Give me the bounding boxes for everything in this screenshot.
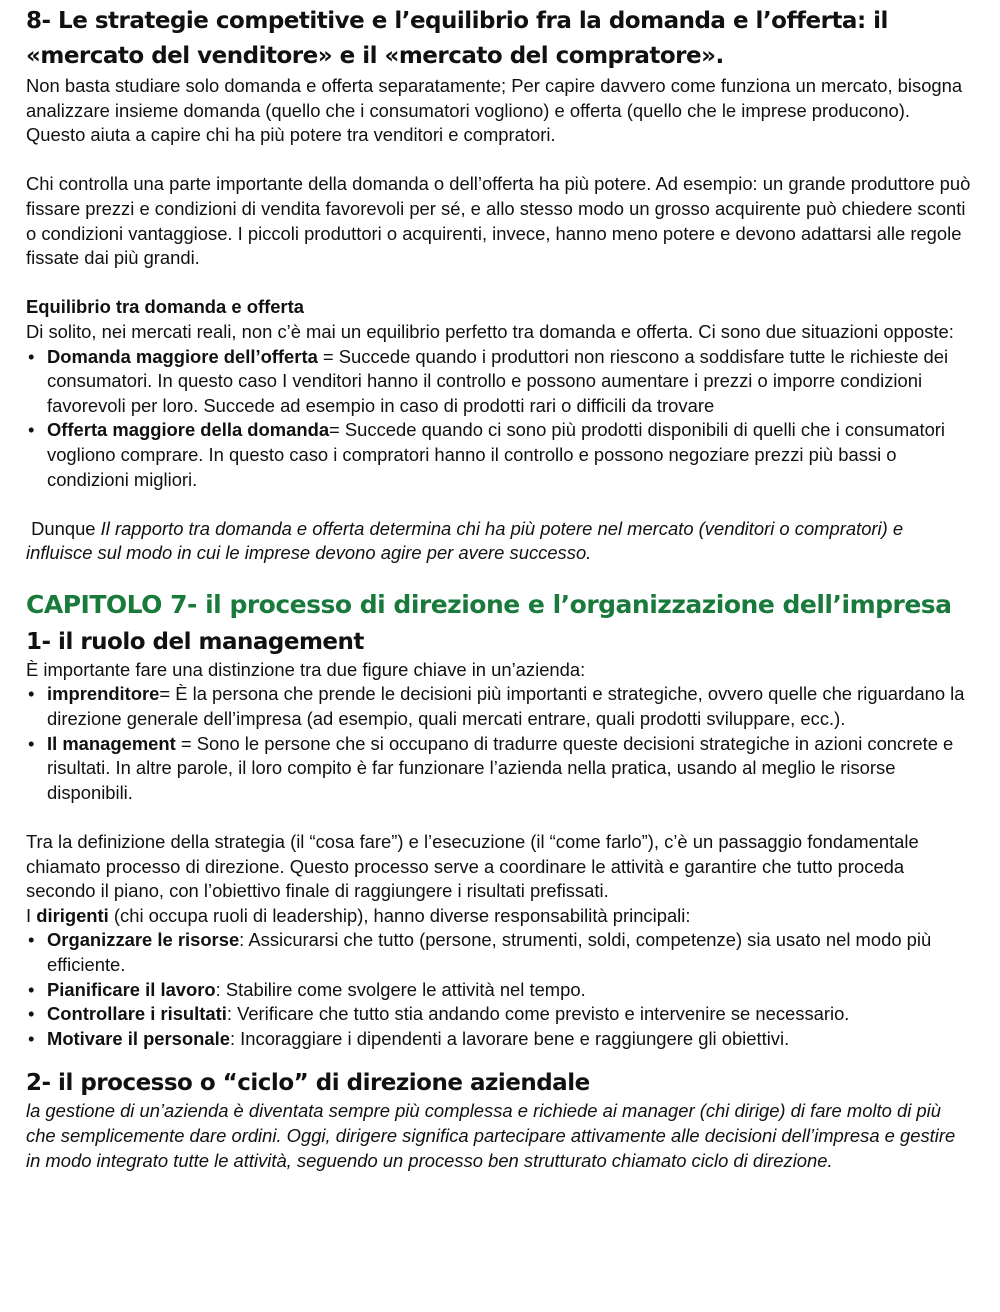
section-8-title: 8- Le strategie competitive e l’equilibrio fra la domanda e l’offerta: il «mercato del venditore» e il «mercato del compratore». (26, 8, 888, 69)
bullet-term: Domanda maggiore dell’offerta (47, 345, 318, 367)
section-1-title: 1- il ruolo del management (26, 628, 364, 655)
bullet-text: = È la persona che prende le decisioni più importanti e strategiche, ovvero quelle che riguardano la direzione generale dell’impresa (ad esempio, quali mercati entrare, quali prodotti sviluppare, ecc.). (47, 683, 965, 730)
dirigenti-pre: I (26, 904, 37, 926)
spacer (26, 148, 972, 173)
list-item (26, 732, 972, 806)
section-1-intro: È importante fare una distinzione tra due figure chiave in un’azienda: (26, 658, 586, 680)
chapter-7-title: CAPITOLO 7- il processo di direzione e l’organizzazione dell’impresa (26, 589, 952, 619)
conclusion-italic: Il rapporto tra domanda e offerta determina chi ha più potere nel mercato (venditori o compratori) e influisce sul modo in cui le imprese devono agire per avere successo. (26, 517, 904, 564)
bullet-term: Motivare il personale (47, 1027, 230, 1049)
equilibrium-heading: Equilibrio tra domanda e offerta (26, 296, 304, 318)
list-item (26, 345, 972, 419)
list-item (26, 1027, 972, 1052)
bullet-text: = Succede quando ci sono più prodotti disponibili di quelli che i consumatori vogliono comprare. In questo caso i compratori hanno il controllo e possono negoziare prezzi più bassi o condizioni migliori. (47, 419, 946, 490)
bullet-text: = Succede quando i produttori non riescono a soddisfare tutte le richieste dei consumatori. In questo caso I venditori hanno il controllo e possono aumentare i prezzi o imporre condizioni favorevoli per loro. Succede ad esempio in caso di prodotti rari o difficili da trovare (47, 345, 949, 416)
list-item (26, 682, 972, 731)
list-item (26, 978, 972, 1003)
bullet-text: : Verificare che tutto stia andando come previsto e intervenire se necessario. (226, 1003, 850, 1025)
roles-list (26, 682, 972, 805)
section-8-paragraph-1: Non basta studiare solo domanda e offerta separatamente; Per capire davvero come funziona un mercato, bisogna analizzare insieme domanda (quello che i consumatori vogliono) e offerta (quello che le imprese producono). Questo aiuta a capire chi ha più potere tra venditori e compratori. (26, 75, 963, 146)
section-8-conclusion (26, 517, 972, 566)
spacer (26, 492, 972, 517)
dirigenti-paragraph (26, 904, 972, 929)
dirigenti-term: dirigenti (36, 904, 109, 926)
bullet-term: imprenditore (47, 683, 160, 705)
bullet-text: : Assicurarsi che tutto (persone, strumenti, soldi, competenze) sia usato nel modo più efficiente. (47, 929, 932, 975)
dirigenti-post: (chi occupa ruoli di leadership), hanno diverse responsabilità principali: (108, 904, 691, 926)
section-2-title: 2- il processo o “ciclo” di direzione aziendale (26, 1070, 590, 1097)
list-item (26, 418, 972, 492)
spacer (26, 271, 972, 296)
bullet-term: Organizzare le risorse (47, 929, 240, 951)
equilibrium-list (26, 345, 972, 493)
section-2-paragraph: la gestione di un’azienda è diventata sempre più complessa e richiede ai manager (chi dirige) di fare molto di più che semplicemente dare ordini. Oggi, dirigere significa partecipare attivamente alle decisioni dell’impresa e gestire in modo integrato tutte le attività, seguendo un processo ben strutturato chiamato ciclo di direzione. (26, 1100, 956, 1171)
bullet-term: Offerta maggiore della domanda (47, 419, 330, 441)
list-item (26, 928, 972, 977)
bullet-text: : Incoraggiare i dipendenti a lavorare bene e raggiungere gli obiettivi. (229, 1027, 790, 1049)
bullet-term: Controllare i risultati (47, 1003, 227, 1025)
bullet-term: Pianificare il lavoro (47, 978, 216, 1000)
spacer (26, 805, 972, 830)
bullet-text: = Sono le persone che si occupano di tradurre queste decisioni strategiche in azioni concrete e risultati. In altre parole, il loro compito è far funzionare l’azienda nella pratica, usando al meglio le risorse disponibili. (47, 732, 954, 803)
responsibilities-list (26, 928, 972, 1051)
section-8-paragraph-2: Chi controlla una parte importante della domanda o dell’offerta ha più potere. Ad esempio: un grande produttore può fissare prezzi e condizioni di vendita favorevoli per sé, e allo stesso modo un grosso acquirente può chiedere sconti o condizioni vantaggiose. I piccoli produttori o acquirenti, invece, hanno meno potere e devono adattarsi alle regole fissate dai più grandi. (26, 173, 971, 269)
bullet-text: : Stabilire come svolgere le attività nel tempo. (215, 978, 586, 1000)
equilibrium-intro: Di solito, nei mercati reali, non c’è mai un equilibrio perfetto tra domanda e offerta. Ci sono due situazioni opposte: (26, 320, 954, 342)
bullet-term: Il management (47, 732, 176, 754)
conclusion-lead: Dunque (26, 517, 101, 539)
list-item (26, 1002, 972, 1027)
process-paragraph: Tra la definizione della strategia (il “cosa fare”) e l’esecuzione (il “come farlo”), c’è un passaggio fondamentale chiamato processo di direzione. Questo processo serve a coordinare le attività e garantire che tutto proceda secondo il piano, con l’obiettivo finale di raggiungere i risultati prefissati. (26, 831, 919, 902)
